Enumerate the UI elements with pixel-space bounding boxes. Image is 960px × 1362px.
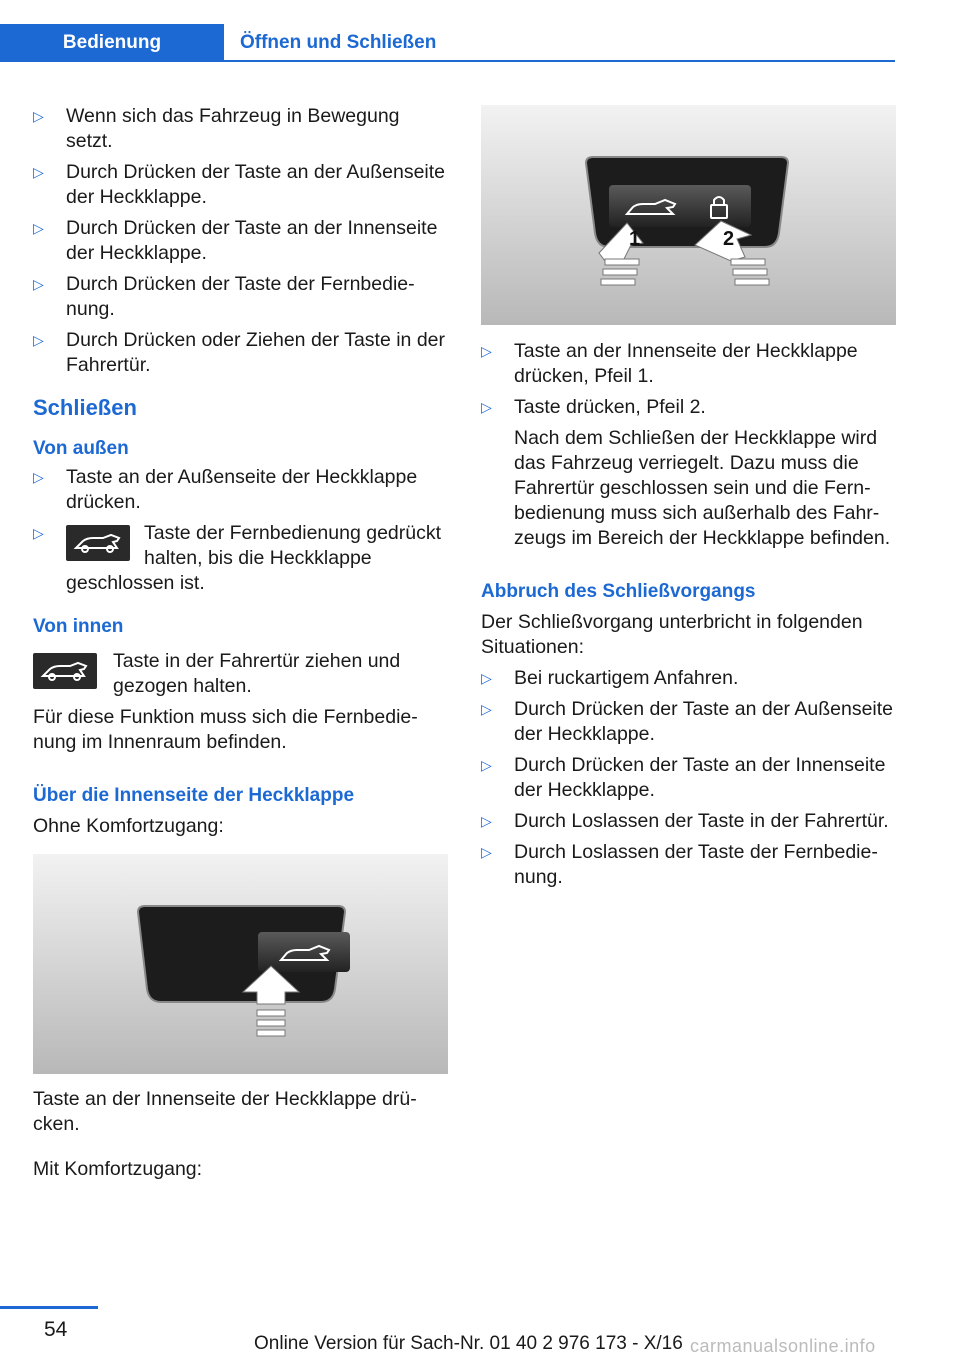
ohne-komfortzugang-label: Ohne Komfortzugang: — [33, 815, 224, 837]
list-item: ▷ Durch Drücken der Taste an der Außenseite der Heckklappe. — [33, 161, 446, 208]
subheading-von-innen: Von innen — [33, 616, 124, 637]
list-item: ▷ Durch Drücken der Taste an der Innenseite der Heckklappe. — [481, 754, 886, 801]
list-item: ▷ Durch Loslassen der Taste der Fernbedienung. — [481, 841, 878, 888]
chapter-tab[interactable]: Bedienung — [0, 24, 224, 62]
triangle-bullet-icon: ▷ — [33, 332, 44, 348]
car-trunk-icon — [33, 653, 97, 689]
triangle-bullet-icon: ▷ — [481, 813, 492, 829]
triangle-bullet-icon: ▷ — [481, 844, 492, 860]
triangle-bullet-icon: ▷ — [33, 469, 44, 485]
watermark: carmanualsonline.info — [690, 1336, 876, 1356]
section-tab[interactable]: Öffnen und Schließen — [240, 32, 437, 53]
car-trunk-icon — [66, 525, 130, 561]
mit-komfortzugang-label: Mit Komfortzugang: — [33, 1158, 203, 1180]
triangle-bullet-icon: ▷ — [33, 525, 44, 541]
list-item: ▷ Bei ruckartigem Anfahren. — [481, 667, 739, 689]
list-item: ▷ Durch Drücken der Taste an der Außenseite der Heckklappe. — [481, 698, 894, 745]
photo-caption: Taste an der Innenseite der Heckklappe drücken. — [33, 1088, 417, 1135]
triangle-bullet-icon: ▷ — [33, 220, 44, 236]
tailgate-button-photo-single — [33, 854, 448, 1074]
svg-text:2: 2 — [723, 228, 735, 250]
section-heading-schliessen: Schließen — [33, 395, 137, 420]
von-aussen-list — [33, 465, 448, 596]
list-item: ▷ Durch Drücken der Taste der Fernbedienung. — [33, 273, 415, 320]
tailgate-buttons-photo-comfort — [481, 105, 896, 325]
right-column — [481, 105, 896, 896]
header-divider — [0, 60, 895, 62]
abbruch-bullet-list — [481, 666, 896, 890]
komfort-bullet-list — [481, 339, 896, 551]
subheading-abbruch: Abbruch des Schließvorgangs — [481, 581, 756, 602]
triangle-bullet-icon: ▷ — [33, 164, 44, 180]
von-innen-block — [33, 649, 448, 755]
triangle-bullet-icon: ▷ — [481, 701, 492, 717]
bullet-subtext: Nach dem Schließen der Heckklappe wird das Fahrzeug verriegelt. Dazu muss die Fahrertür geschlossen sein und die Fernbedienung muss sich außerhalb des Fahrzeugs im Bereich der Heckklappe befinden. — [514, 427, 891, 549]
list-item: ▷ Taste an der Außenseite der Heckklappe drücken. — [33, 466, 418, 513]
abbruch-text: Der Schließvorgang unterbricht in folgenden Situationen: — [481, 611, 863, 658]
footer-version-text: Online Version für Sach-Nr. 01 40 2 976 173 - X/16 — [254, 1333, 683, 1354]
subheading-von-aussen: Von außen — [33, 438, 129, 459]
list-item: ▷ Durch Drücken der Taste an der Innenseite der Heckklappe. — [33, 217, 438, 264]
page-number: 54 — [44, 1318, 68, 1341]
triangle-bullet-icon: ▷ — [33, 108, 44, 124]
triangle-bullet-icon: ▷ — [481, 757, 492, 773]
page-header — [0, 0, 895, 62]
von-innen-text: Taste in der Fahrertür ziehen und gezogen halten. — [113, 650, 401, 697]
triangle-bullet-icon: ▷ — [481, 670, 492, 686]
list-item: ▷ Wenn sich das Fahrzeug in Bewegung setzt. — [33, 105, 400, 152]
triangle-bullet-icon: ▷ — [481, 343, 492, 359]
intro-bullet-list — [33, 104, 448, 378]
von-innen-paragraph: Für diese Funktion muss sich die Fernbedienung im Innenraum befinden. — [33, 706, 418, 753]
left-column — [33, 100, 448, 1182]
subheading-innenseite: Über die Innenseite der Heckklappe — [33, 785, 355, 806]
footer-divider — [0, 1306, 98, 1309]
triangle-bullet-icon: ▷ — [481, 399, 492, 415]
svg-text:1: 1 — [629, 228, 641, 250]
list-item: ▷ Taste der Fernbedienung gedrückt halten, bis die Heckklappe geschlossen ist. — [33, 522, 442, 594]
list-item: ▷ Taste an der Innenseite der Heckklappe drücken, Pfeil 1. — [481, 340, 858, 387]
list-item: ▷ Taste drücken, Pfeil 2. Nach dem Schließen der Heckklappe wird das Fahrzeug verriegelt. Dazu muss die Fahrertür geschlossen sein und die Fernbedienung muss sich außerhalb des Fahrzeugs im Bereich der Heckklappe befinden. — [481, 395, 896, 551]
list-item: ▷ Durch Loslassen der Taste in der Fahrertür. — [481, 810, 889, 832]
triangle-bullet-icon: ▷ — [33, 276, 44, 292]
list-item: ▷ Durch Drücken oder Ziehen der Taste in der Fahrertür. — [33, 329, 446, 376]
